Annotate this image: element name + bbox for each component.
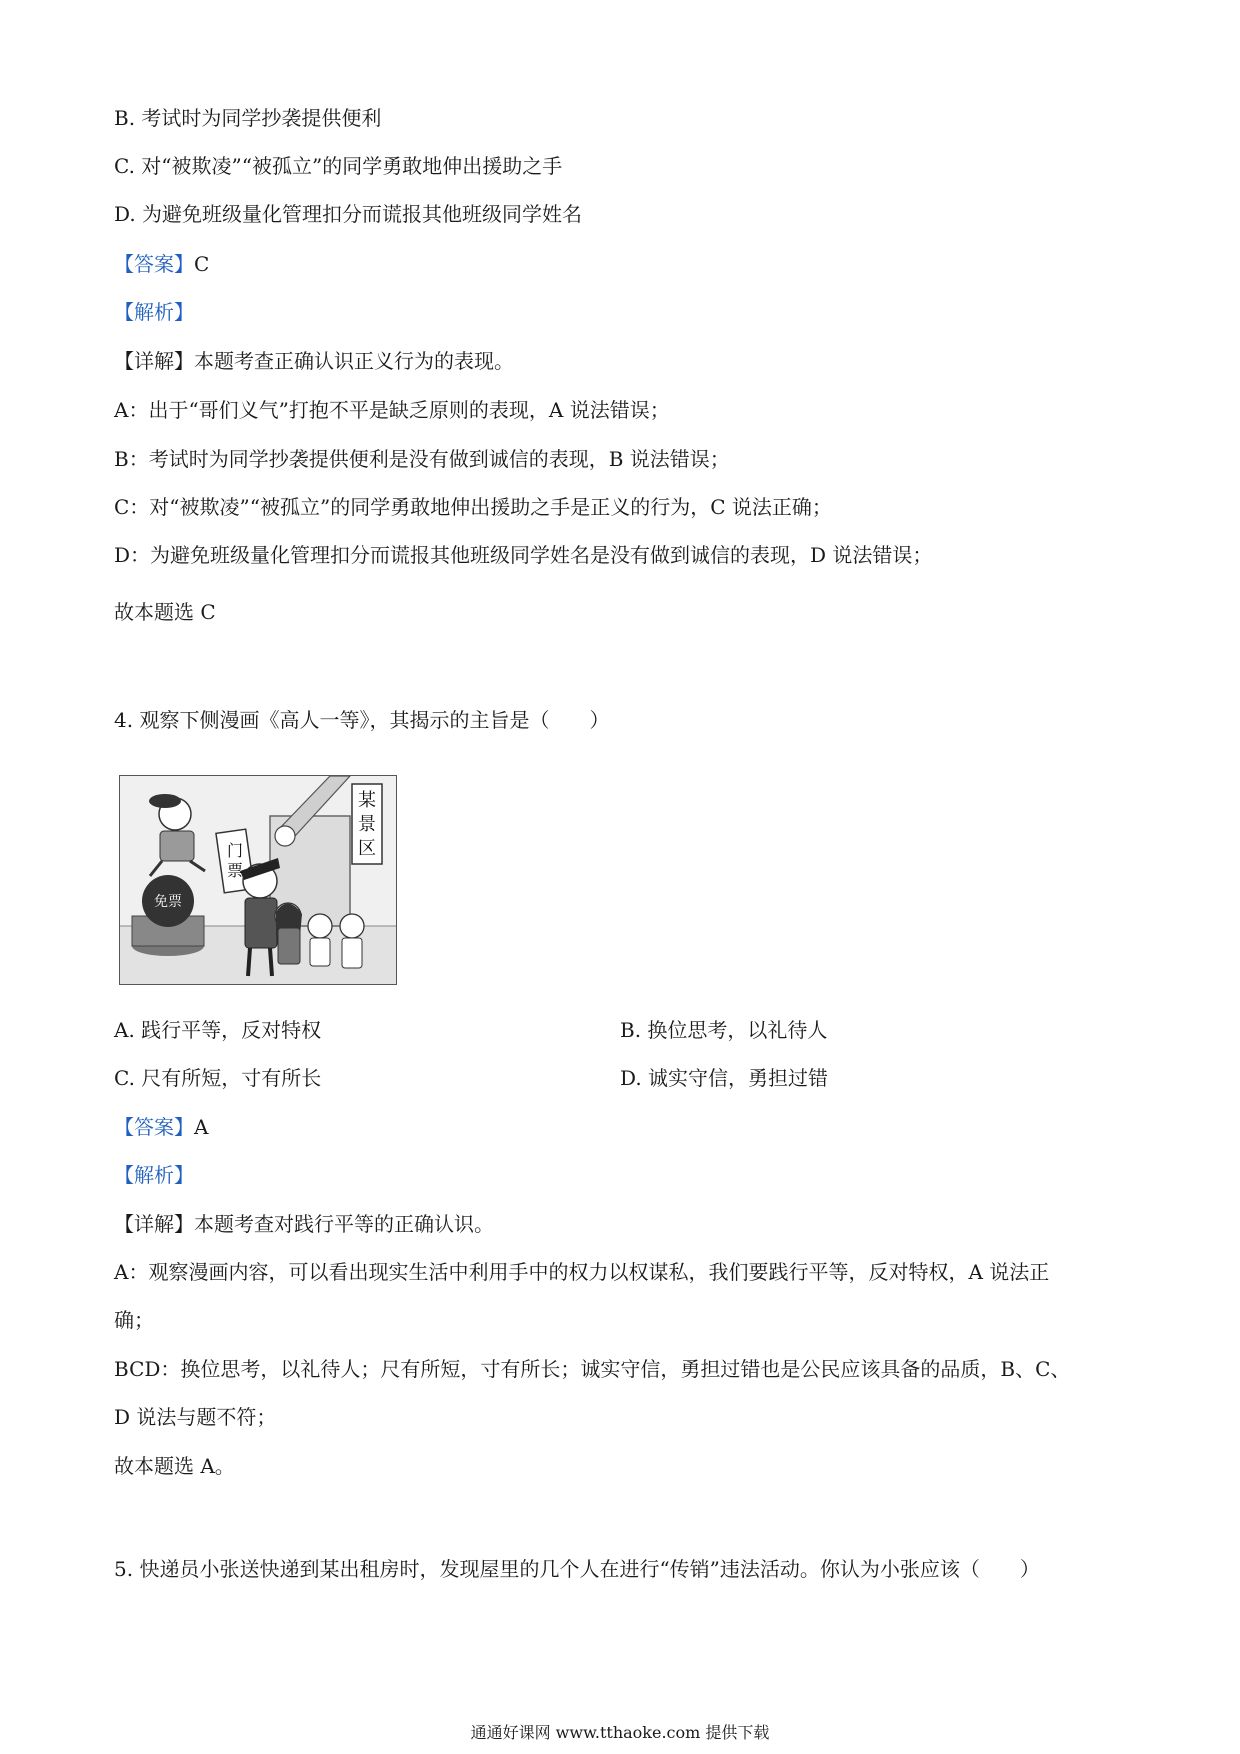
q5-stem: 5. 快递员小张送快递到某出租房时，发现屋里的几个人在进行“传销”违法活动。你认为小张应该（ ） (114, 1557, 1040, 1581)
q4-detail: 【详解】本题考查对践行平等的正确认识。 (114, 1212, 494, 1236)
q4-analysis-tag: 【解析】 (114, 1163, 194, 1187)
cartoon-drawing (120, 776, 396, 984)
q4-explain-bcd-1: BCD：换位思考，以礼待人；尺有所短，寸有所长；诚实守信，勇担过错也是公民应该具备的品质，B、C、 (114, 1357, 1071, 1381)
answer-tag: 【答案】 (114, 252, 194, 276)
q3-explain-c: C：对“被欺凌”“被孤立”的同学勇敢地伸出援助之手是正义的行为，C 说法正确； (114, 495, 832, 519)
sign-char-2: 景 (358, 814, 376, 835)
answer-value: C (194, 252, 210, 276)
sign-char-1: 某 (358, 790, 376, 811)
q3-explain-b: B：考试时为同学抄袭提供便利是没有做到诚信的表现，B 说法错误； (114, 447, 730, 471)
cartoon-image (119, 775, 397, 985)
q3-explain-d: D：为避免班级量化管理扣分而谎报其他班级同学姓名是没有做到诚信的表现，D 说法错误； (114, 543, 933, 567)
q4-option-c: C. 尺有所短，寸有所长 (114, 1066, 322, 1090)
page-footer: 通通好课网 www.tthaoke.com 提供下载 (470, 1723, 770, 1742)
q4-stem: 4. 观察下侧漫画《高人一等》，其揭示的主旨是（ ） (114, 708, 610, 732)
q4-option-d: D. 诚实守信，勇担过错 (620, 1066, 829, 1090)
ticket-char-2: 票 (226, 861, 244, 880)
sign-char-3: 区 (358, 838, 376, 859)
q4-conclusion: 故本题选 A。 (114, 1454, 235, 1478)
q4-option-b: B. 换位思考，以礼待人 (620, 1018, 828, 1042)
q3-detail: 【详解】本题考查正确认识正义行为的表现。 (114, 349, 514, 373)
q4-option-a: A. 践行平等，反对特权 (114, 1018, 322, 1042)
q3-option-b: B. 考试时为同学抄袭提供便利 (114, 106, 382, 130)
q4-explain-bcd-2: D 说法与题不符； (114, 1405, 277, 1429)
q4-explain-a-1: A：观察漫画内容，可以看出现实生活中利用手中的权力以权谋私，我们要践行平等，反对特权，A 说法正 (114, 1260, 1050, 1284)
q4-answer (114, 1113, 208, 1141)
q3-conclusion: 故本题选 C (114, 600, 216, 624)
q4-explain-a-2: 确； (114, 1308, 154, 1332)
answer-tag: 【答案】 (114, 1115, 194, 1139)
q3-option-c: C. 对“被欺凌”“被孤立”的同学勇敢地伸出援助之手 (114, 154, 563, 178)
q3-answer (114, 250, 209, 278)
ticket-char-1: 门 (226, 841, 244, 860)
q3-analysis-tag: 【解析】 (114, 300, 194, 324)
q3-explain-a: A：出于“哥们义气”打抱不平是缺乏原则的表现，A 说法错误； (114, 398, 670, 422)
free-ticket-label: 免票 (154, 894, 182, 910)
answer-value: A (194, 1115, 209, 1139)
q3-option-d: D. 为避免班级量化管理扣分而谎报其他班级同学姓名 (114, 202, 583, 226)
